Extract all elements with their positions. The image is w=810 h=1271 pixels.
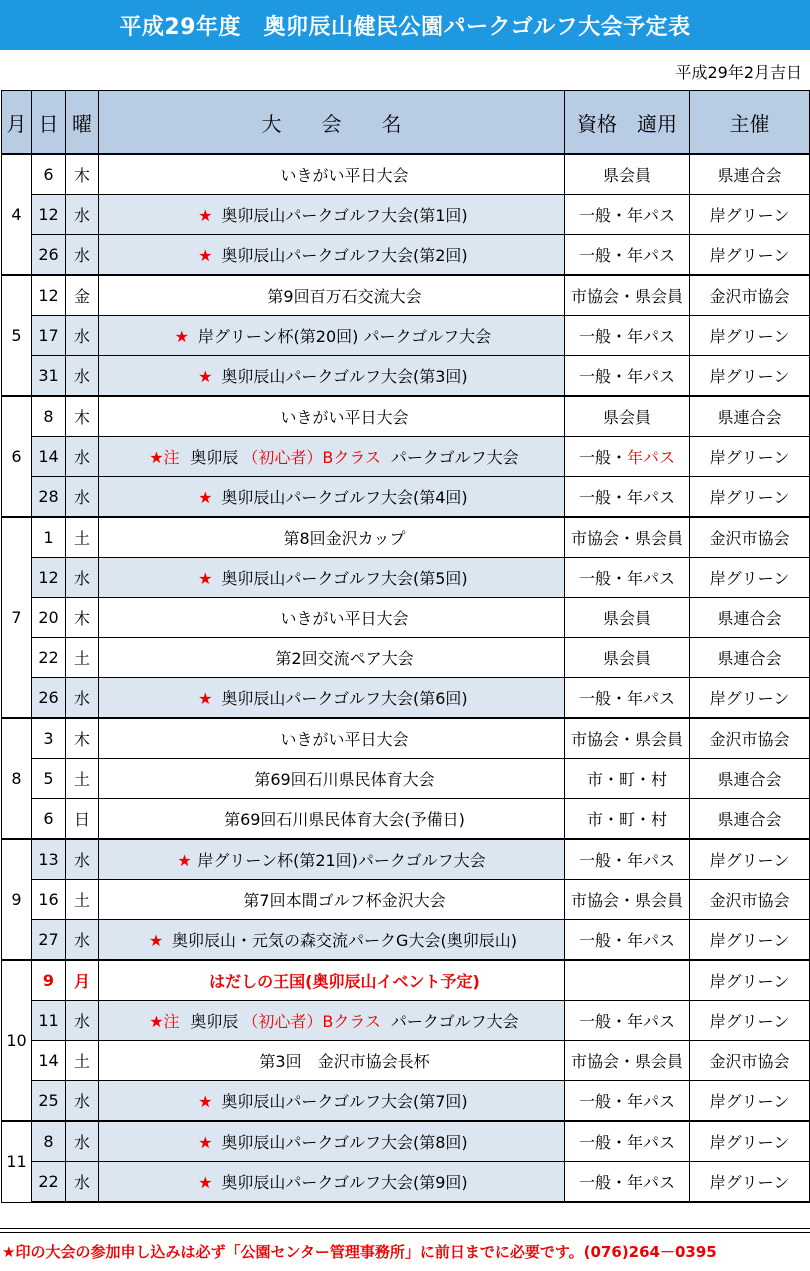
event-name-cell xyxy=(99,799,565,840)
event-name-cell xyxy=(99,960,565,1001)
host-cell: 岸グリーン xyxy=(690,316,810,356)
header-name: 大 会 名 xyxy=(99,91,565,155)
event-name-text: 第69回石川県民体育大会(予備日) xyxy=(224,810,465,829)
eligibility-cell: 一般・年パス xyxy=(565,316,690,356)
host-cell: 岸グリーン xyxy=(690,839,810,880)
day-cell: 8 xyxy=(32,396,66,437)
star-mark xyxy=(144,1009,190,1032)
event-name-text: 岸グリーン杯(第20回) パークゴルフ大会 xyxy=(197,327,492,346)
star-icon: ★ xyxy=(198,1173,213,1192)
star-mark xyxy=(195,569,221,588)
eligibility-cell: 一般・年パス xyxy=(565,558,690,598)
event-name-text: 奥卯辰山・元気の森交流パークG大会(奥卯辰山) xyxy=(172,931,517,950)
host-cell: 岸グリーン xyxy=(690,195,810,235)
event-name-cell xyxy=(99,558,565,598)
host-cell: 県連合会 xyxy=(690,759,810,799)
table-row xyxy=(2,235,810,276)
eligibility-cell xyxy=(565,437,690,477)
event-name-text: 第2回交流ペア大会 xyxy=(275,649,414,668)
event-name-cell xyxy=(99,839,565,880)
star-mark xyxy=(146,931,172,950)
event-name-cell xyxy=(99,1041,565,1081)
star-mark xyxy=(177,851,197,870)
weekday-cell: 水 xyxy=(66,558,99,598)
day-cell: 25 xyxy=(32,1081,66,1122)
event-name-text: 奥卯辰山パークゴルフ大会(第6回) xyxy=(221,689,468,708)
star-mark xyxy=(195,488,221,507)
day-cell: 16 xyxy=(32,880,66,920)
event-name-cell xyxy=(99,1162,565,1203)
month-cell: 10 xyxy=(2,960,32,1121)
month-cell: 9 xyxy=(2,839,32,960)
host-cell: 岸グリーン xyxy=(690,235,810,276)
table-row xyxy=(2,960,810,1001)
weekday-cell: 木 xyxy=(66,396,99,437)
weekday-cell: 水 xyxy=(66,1162,99,1203)
eligibility-cell: 一般・年パス xyxy=(565,235,690,276)
event-name-text: 第7回本間ゴルフ杯金沢大会 xyxy=(243,891,446,910)
footer-note: ★印の大会の参加申し込みは必ず「公園センター管理事務所」に前日までに必要です。(076)264－0395 xyxy=(2,1243,717,1261)
event-name-cell xyxy=(99,356,565,397)
eligibility-cell xyxy=(565,960,690,1001)
eligibility-cell: 市協会・県会員 xyxy=(565,275,690,316)
weekday-cell: 水 xyxy=(66,195,99,235)
star-icon: ★注 xyxy=(149,448,180,467)
table-row xyxy=(2,1162,810,1203)
day-cell: 20 xyxy=(32,598,66,638)
host-cell: 岸グリーン xyxy=(690,1081,810,1122)
event-name-text: いきがい平日大会 xyxy=(280,408,409,427)
eligibility-cell: 一般・年パス xyxy=(565,195,690,235)
table-row xyxy=(2,477,810,518)
star-icon: ★ xyxy=(174,327,190,346)
page-title: 平成29年度 奥卯辰山健民公園パークゴルフ大会予定表 xyxy=(0,0,810,50)
weekday-cell: 水 xyxy=(66,356,99,397)
star-icon: ★ xyxy=(198,246,213,265)
event-name-cell xyxy=(99,638,565,678)
schedule-body xyxy=(2,154,810,1202)
star-mark xyxy=(195,1133,221,1152)
event-name-text: 奥卯辰山パークゴルフ大会(第9回) xyxy=(221,1173,468,1192)
weekday-cell: 木 xyxy=(66,718,99,759)
event-name-text: いきがい平日大会 xyxy=(280,166,409,185)
table-row xyxy=(2,839,810,880)
table-row xyxy=(2,718,810,759)
event-class-text: （初心者）Bクラス xyxy=(242,448,381,467)
month-cell: 4 xyxy=(2,154,32,275)
day-cell: 14 xyxy=(32,1041,66,1081)
star-icon: ★ xyxy=(198,569,213,588)
event-name-text: 第9回百万石交流大会 xyxy=(267,287,422,306)
event-name-cell xyxy=(99,1001,565,1041)
event-name-cell xyxy=(99,396,565,437)
eligibility-cell: 一般・年パス xyxy=(565,920,690,961)
footer-divider xyxy=(0,1232,810,1233)
day-cell: 6 xyxy=(32,154,66,195)
host-cell: 岸グリーン xyxy=(690,960,810,1001)
month-cell: 11 xyxy=(2,1121,32,1202)
event-name-cell xyxy=(99,235,565,276)
host-cell: 県連合会 xyxy=(690,638,810,678)
star-icon: ★ xyxy=(198,689,213,708)
host-cell: 岸グリーン xyxy=(690,1162,810,1203)
star-icon: ★注 xyxy=(149,1012,180,1031)
weekday-cell: 水 xyxy=(66,235,99,276)
event-name-text: 第69回石川県民体育大会 xyxy=(254,770,435,789)
issue-date: 平成29年2月吉日 xyxy=(675,63,802,82)
host-cell: 岸グリーン xyxy=(690,477,810,518)
star-icon: ★ xyxy=(198,367,213,386)
table-header-row xyxy=(2,91,810,155)
event-name-text: はだしの王国(奥卯辰山イベント予定) xyxy=(209,972,480,991)
event-name-text: 奥卯辰 xyxy=(190,448,239,467)
day-cell: 3 xyxy=(32,718,66,759)
weekday-cell: 土 xyxy=(66,517,99,558)
month-cell: 8 xyxy=(2,718,32,839)
eligibility-cell: 一般・年パス xyxy=(565,839,690,880)
eligibility-cell: 一般・年パス xyxy=(565,1001,690,1041)
host-cell: 金沢市協会 xyxy=(690,517,810,558)
weekday-cell: 水 xyxy=(66,316,99,356)
event-name-text: 奥卯辰山パークゴルフ大会(第8回) xyxy=(221,1133,468,1152)
table-row xyxy=(2,598,810,638)
eligibility-text: 一般・ xyxy=(578,448,627,467)
eligibility-cell: 市協会・県会員 xyxy=(565,718,690,759)
eligibility-cell: 県会員 xyxy=(565,154,690,195)
day-cell: 17 xyxy=(32,316,66,356)
table-row xyxy=(2,316,810,356)
eligibility-red-text: 年パス xyxy=(627,448,676,467)
day-cell: 26 xyxy=(32,678,66,719)
host-cell: 岸グリーン xyxy=(690,558,810,598)
weekday-cell: 水 xyxy=(66,1001,99,1041)
star-mark xyxy=(195,1092,221,1111)
table-row xyxy=(2,275,810,316)
host-cell: 金沢市協会 xyxy=(690,718,810,759)
eligibility-cell: 一般・年パス xyxy=(565,477,690,518)
table-row xyxy=(2,799,810,840)
table-row xyxy=(2,1121,810,1162)
table-row xyxy=(2,880,810,920)
event-name-cell xyxy=(99,1121,565,1162)
event-name-text: 奥卯辰山パークゴルフ大会(第1回) xyxy=(221,206,468,225)
star-mark xyxy=(172,327,198,346)
header-day: 日 xyxy=(32,91,66,155)
day-cell: 27 xyxy=(32,920,66,961)
table-row xyxy=(2,759,810,799)
host-cell: 岸グリーン xyxy=(690,1121,810,1162)
table-row xyxy=(2,558,810,598)
table-row xyxy=(2,920,810,961)
eligibility-cell: 市協会・県会員 xyxy=(565,517,690,558)
weekday-cell: 土 xyxy=(66,638,99,678)
star-icon: ★ xyxy=(198,1092,213,1111)
host-cell: 県連合会 xyxy=(690,396,810,437)
weekday-cell: 水 xyxy=(66,1081,99,1122)
event-name-cell xyxy=(99,517,565,558)
month-cell: 5 xyxy=(2,275,32,396)
day-cell: 13 xyxy=(32,839,66,880)
host-cell: 金沢市協会 xyxy=(690,1041,810,1081)
eligibility-cell: 一般・年パス xyxy=(565,1162,690,1203)
star-mark xyxy=(195,246,221,265)
star-mark xyxy=(195,1173,221,1192)
event-name-cell xyxy=(99,920,565,961)
host-cell: 県連合会 xyxy=(690,598,810,638)
event-name-cell xyxy=(99,437,565,477)
schedule-table xyxy=(1,90,810,1203)
table-row xyxy=(2,1041,810,1081)
month-cell: 6 xyxy=(2,396,32,517)
day-cell: 5 xyxy=(32,759,66,799)
event-class-text: （初心者）Bクラス xyxy=(242,1012,381,1031)
weekday-cell: 水 xyxy=(66,1121,99,1162)
day-cell: 28 xyxy=(32,477,66,518)
day-cell: 11 xyxy=(32,1001,66,1041)
table-row xyxy=(2,517,810,558)
table-row xyxy=(2,437,810,477)
day-cell: 1 xyxy=(32,517,66,558)
event-name-cell xyxy=(99,316,565,356)
weekday-cell: 水 xyxy=(66,678,99,719)
host-cell: 岸グリーン xyxy=(690,920,810,961)
day-cell: 9 xyxy=(32,960,66,1001)
table-row xyxy=(2,396,810,437)
eligibility-cell: 市・町・村 xyxy=(565,759,690,799)
star-icon: ★ xyxy=(198,1133,213,1152)
event-name-text: 奥卯辰山パークゴルフ大会(第5回) xyxy=(221,569,468,588)
star-icon: ★ xyxy=(198,206,213,225)
eligibility-cell: 市協会・県会員 xyxy=(565,1041,690,1081)
event-name-text: いきがい平日大会 xyxy=(280,609,409,628)
eligibility-cell: 県会員 xyxy=(565,598,690,638)
event-name-cell xyxy=(99,275,565,316)
event-name-suffix: パークゴルフ大会 xyxy=(390,448,519,467)
eligibility-cell: 県会員 xyxy=(565,638,690,678)
event-name-cell xyxy=(99,1081,565,1122)
table-row xyxy=(2,1081,810,1122)
host-cell: 県連合会 xyxy=(690,154,810,195)
event-name-cell xyxy=(99,759,565,799)
table-row xyxy=(2,638,810,678)
eligibility-cell: 市協会・県会員 xyxy=(565,880,690,920)
event-name-text: 奥卯辰山パークゴルフ大会(第3回) xyxy=(221,367,468,386)
event-name-text: 第3回 金沢市協会長杯 xyxy=(259,1052,430,1071)
weekday-cell: 水 xyxy=(66,437,99,477)
event-name-text: いきがい平日大会 xyxy=(280,730,409,749)
table-row xyxy=(2,195,810,235)
weekday-cell: 金 xyxy=(66,275,99,316)
host-cell: 岸グリーン xyxy=(690,1001,810,1041)
header-host: 主催 xyxy=(690,91,810,155)
event-name-cell xyxy=(99,195,565,235)
eligibility-cell: 一般・年パス xyxy=(565,356,690,397)
table-row xyxy=(2,678,810,719)
event-name-cell xyxy=(99,678,565,719)
event-name-text: 奥卯辰 xyxy=(190,1012,239,1031)
eligibility-cell: 一般・年パス xyxy=(565,1081,690,1122)
eligibility-cell: 一般・年パス xyxy=(565,678,690,719)
day-cell: 12 xyxy=(32,275,66,316)
weekday-cell: 水 xyxy=(66,477,99,518)
event-name-text: 奥卯辰山パークゴルフ大会(第2回) xyxy=(221,246,468,265)
event-name-text: 奥卯辰山パークゴルフ大会(第7回) xyxy=(221,1092,468,1111)
day-cell: 12 xyxy=(32,558,66,598)
star-mark xyxy=(144,445,190,468)
eligibility-cell: 県会員 xyxy=(565,396,690,437)
day-cell: 31 xyxy=(32,356,66,397)
weekday-cell: 水 xyxy=(66,839,99,880)
star-mark xyxy=(195,689,221,708)
weekday-cell: 月 xyxy=(66,960,99,1001)
event-name-suffix: パークゴルフ大会 xyxy=(390,1012,519,1031)
star-icon: ★ xyxy=(148,931,164,950)
host-cell: 金沢市協会 xyxy=(690,275,810,316)
day-cell: 6 xyxy=(32,799,66,840)
header-dow: 曜 xyxy=(66,91,99,155)
star-mark xyxy=(195,367,221,386)
weekday-cell: 土 xyxy=(66,759,99,799)
table-row xyxy=(2,1001,810,1041)
event-name-text: 第8回金沢カップ xyxy=(283,529,406,548)
weekday-cell: 木 xyxy=(66,598,99,638)
star-mark xyxy=(195,206,221,225)
host-cell: 金沢市協会 xyxy=(690,880,810,920)
weekday-cell: 土 xyxy=(66,1041,99,1081)
day-cell: 14 xyxy=(32,437,66,477)
day-cell: 22 xyxy=(32,1162,66,1203)
footer-divider xyxy=(0,1228,810,1229)
host-cell: 県連合会 xyxy=(690,799,810,840)
event-name-cell xyxy=(99,598,565,638)
star-icon: ★ xyxy=(198,488,213,507)
event-name-cell xyxy=(99,880,565,920)
event-name-cell xyxy=(99,154,565,195)
header-month: 月 xyxy=(2,91,32,155)
weekday-cell: 日 xyxy=(66,799,99,840)
day-cell: 26 xyxy=(32,235,66,276)
weekday-cell: 水 xyxy=(66,920,99,961)
event-name-text: 奥卯辰山パークゴルフ大会(第4回) xyxy=(221,488,468,507)
host-cell: 岸グリーン xyxy=(690,356,810,397)
weekday-cell: 木 xyxy=(66,154,99,195)
day-cell: 8 xyxy=(32,1121,66,1162)
day-cell: 22 xyxy=(32,638,66,678)
eligibility-cell: 市・町・村 xyxy=(565,799,690,840)
event-name-cell xyxy=(99,477,565,518)
event-name-cell xyxy=(99,718,565,759)
table-row xyxy=(2,154,810,195)
weekday-cell: 土 xyxy=(66,880,99,920)
table-row xyxy=(2,356,810,397)
header-eligibility: 資格 適用 xyxy=(565,91,690,155)
event-name-text: 岸グリーン杯(第21回)パークゴルフ大会 xyxy=(197,851,486,870)
month-cell: 7 xyxy=(2,517,32,718)
host-cell: 岸グリーン xyxy=(690,437,810,477)
day-cell: 12 xyxy=(32,195,66,235)
host-cell: 岸グリーン xyxy=(690,678,810,719)
star-icon: ★ xyxy=(177,851,192,870)
eligibility-cell: 一般・年パス xyxy=(565,1121,690,1162)
